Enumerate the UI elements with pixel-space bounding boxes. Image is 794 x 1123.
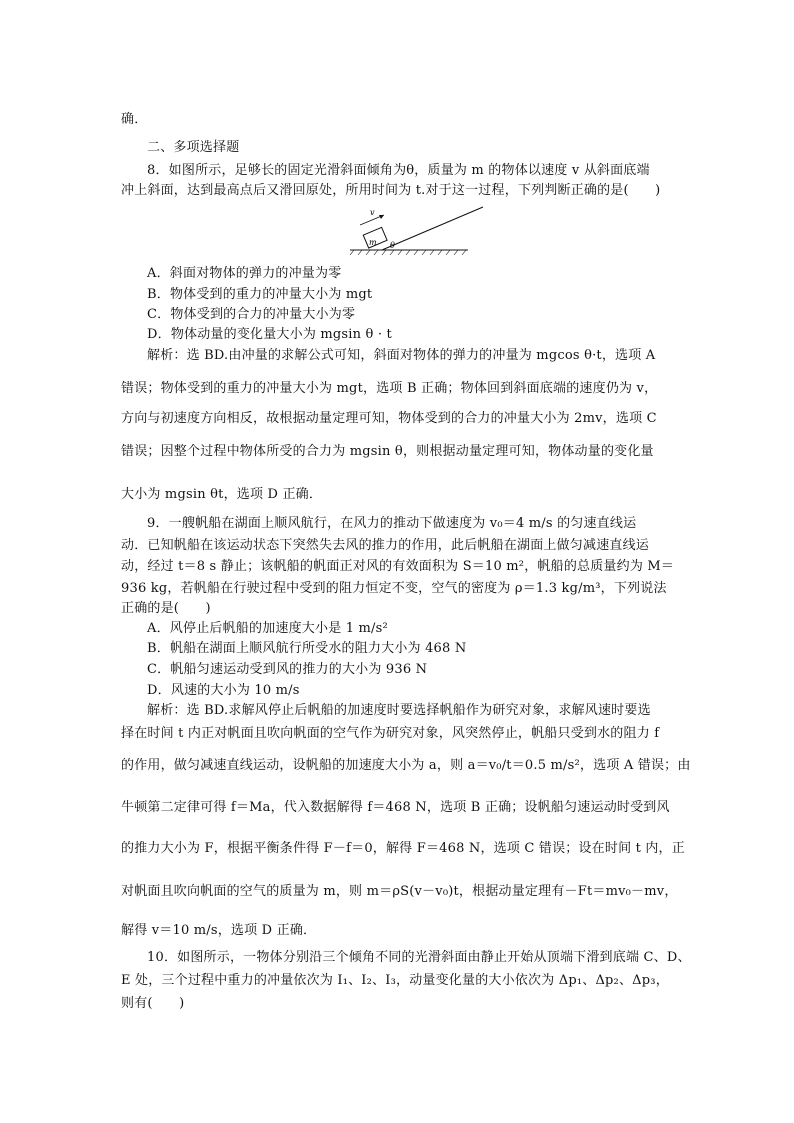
question-8-stem: 冲上斜面，达到最高点后又滑回原处，所用时间为 t.对于这一过程，下列判断正确的是( ) <box>121 183 661 198</box>
ground-hatching <box>350 250 466 255</box>
question-9-stem: 动．已知帆船在该运动状态下突然失去风的推力的作用，此后帆船在湖面上做匀减速直线运 <box>121 538 650 553</box>
velocity-label: v <box>370 208 375 217</box>
question-10-stem: 则有( ) <box>121 996 185 1011</box>
option-a: A．斜面对物体的弹力的冲量为零 <box>147 266 342 281</box>
angle-label: θ <box>390 241 395 250</box>
option-c: C．帆船匀速运动受到风的推力的大小为 936 N <box>147 662 428 677</box>
option-d: D．风速的大小为 10 m/s <box>147 683 300 698</box>
incline-line <box>382 207 483 250</box>
question-10-stem: 10．如图所示，一物体分别沿三个倾角不同的光滑斜面由静止开始从顶端下滑到底端 C、D、 <box>147 950 691 965</box>
solution-8: 大小为 mgsin θt，选项 D 正确． <box>121 487 323 502</box>
solution-9: 牛顿第二定律可得 f＝Ma，代入数据解得 f＝468 N，选项 B 正确；设帆船匀速运动时受到风 <box>121 800 670 815</box>
option-d: D．物体动量的变化量大小为 mgsin θ · t <box>147 327 392 342</box>
question-9-stem: 动，经过 t＝8 s 静止；该帆船的帆面正对风的有效面积为 S＝10 m²，帆船的总质量约为 M＝ <box>121 559 675 574</box>
question-9-stem: 936 kg，若帆船在行驶过程中受到的阻力恒定不变，空气的密度为 ρ＝1.3 kg/m³，下列说法 <box>121 581 667 596</box>
question-9-stem: 正确的是( ) <box>121 601 211 616</box>
incline-diagram <box>350 205 485 255</box>
solution-9: 解得 v＝10 m/s，选项 D 正确． <box>121 923 317 938</box>
question-8-stem: 8．如图所示，足够长的固定光滑斜面倾角为θ，质量为 m 的物体以速度 v 从斜面底端 <box>147 163 650 178</box>
mass-label: m <box>369 238 377 247</box>
solution-9: 的推力大小为 F，根据平衡条件得 F－f＝0，解得 F＝468 N，选项 C 错误；设在时间 t 内，正 <box>121 841 685 856</box>
question-10-stem: E 处，三个过程中重力的冲量依次为 I₁、I₂、I₃，动量变化量的大小依次为 Δp₁、Δp₂、Δp₃， <box>121 973 669 988</box>
solution-8: 错误；物体受到的重力的冲量大小为 mgt，选项 B 正确；物体回到斜面底端的速度仍为 v， <box>121 381 658 396</box>
option-b: B．帆船在湖面上顺风航行所受水的阻力大小为 468 N <box>147 641 467 656</box>
question-9-stem: 9．一艘帆船在湖面上顺风航行，在风力的推动下做速度为 v₀＝4 m/s 的匀速直线运 <box>147 516 637 531</box>
text-line: 确． <box>121 112 148 127</box>
solution-8: 错误；因整个过程中物体所受的合力为 mgsin θ，则根据动量定理可知，物体动量的变化量 <box>121 444 654 459</box>
solution-9: 择在时间 t 内正对帆面且吹向帆面的空气作为研究对象，风突然停止，帆船只受到水的阻力 f <box>121 726 660 741</box>
option-b: B．物体受到的重力的冲量大小为 mgt <box>147 287 373 302</box>
section-heading: 二、多项选择题 <box>147 140 240 155</box>
solution-8: 解析：选 BD.由冲量的求解公式可知，斜面对物体的弹力的冲量为 mgcos θ·t，选项 A <box>147 348 656 363</box>
solution-8: 方向与初速度方向相反，故根据动量定理可知，物体受到的合力的冲量大小为 2mv，选项 C <box>121 411 657 426</box>
solution-9: 对帆面且吹向帆面的空气的质量为 m，则 m＝ρS(v－v₀)t，根据动量定理有－Ft＝mv₀－mv， <box>121 884 678 899</box>
option-a: A．风停止后帆船的加速度大小是 1 m/s² <box>147 621 388 636</box>
option-c: C．物体受到的合力的冲量大小为零 <box>147 307 356 322</box>
solution-9: 解析：选 BD.求解风停止后帆船的加速度时要选择帆船作为研究对象，求解风速时要选 <box>147 703 651 718</box>
solution-9: 的作用，做匀减速直线运动，设帆船的加速度大小为 a，则 a＝v₀/t＝0.5 m/s²，选项 A 错误；由 <box>121 758 691 773</box>
